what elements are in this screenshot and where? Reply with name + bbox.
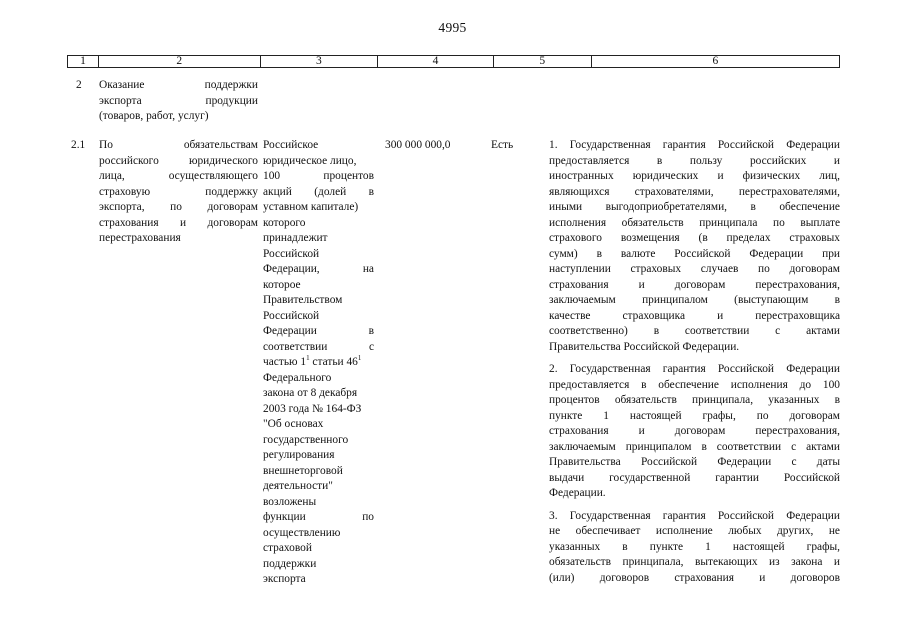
text-line: принадлежит [263, 232, 328, 244]
text-line: уставном капитале) [263, 201, 359, 213]
text-line: являющихся страхователями, перестрахователями, [549, 185, 840, 198]
column-header-4: 4 [377, 56, 493, 67]
text-line: обязательств принципала, вытекающих из закона и [549, 556, 840, 568]
text-line: предоставляется в обеспечение исполнения до 100 [549, 378, 840, 391]
text-line: Оказание поддержки [99, 79, 258, 91]
text-line: иными выгодоприобретателями, в обеспечение [549, 201, 840, 213]
text-line: По обязательствам [99, 139, 258, 151]
text-line: лица, осуществляющего [99, 170, 258, 182]
text-line: Федерации. [549, 487, 606, 499]
row-2-name [99, 78, 258, 125]
row-2-1-availability: Есть [491, 139, 514, 151]
text-line: (или) договоров страхования и договоров [549, 571, 840, 584]
text-line: заключаемым принципалом (выступающим в [549, 294, 840, 306]
text-line: заключаемым принципалом в соответствии с актами [549, 440, 840, 453]
row-2-1-obligation [99, 138, 258, 247]
text-line: Правительством [263, 294, 343, 306]
text-line: страхования и договорам [99, 216, 258, 229]
text-line: Федерации в [263, 325, 374, 337]
row-2-1-principal [263, 138, 374, 588]
text-line: качестве страховщика и перестраховщика [549, 309, 840, 322]
column-header-1: 1 [80, 55, 86, 67]
text-line: наступлении страховых случаев по договорам [549, 263, 840, 275]
text-line: сумм) в валюте Российской Федерации при [549, 247, 840, 260]
row-2-1-conditions [549, 138, 840, 586]
text-fragment: частью 1 [263, 356, 307, 368]
text-line: 2. Государственная гарантия Российской Федерации [549, 363, 840, 375]
text-line: Российской [263, 309, 320, 322]
row-2-number: 2 [76, 79, 82, 91]
text-line: Правительства Российской Федерации с даты [549, 456, 840, 468]
row-2-1-number: 2.1 [71, 139, 86, 151]
text-line: "Об основах [263, 418, 324, 430]
condition-paragraph-3 [549, 509, 840, 587]
column-header-3: 3 [260, 56, 378, 67]
text-line: 2003 года № 164-ФЗ [263, 402, 362, 415]
page-number: 4995 [438, 20, 467, 35]
text-line: предоставляется в пользу российских и [549, 154, 840, 167]
text-line [263, 355, 374, 371]
text-line: (товаров, работ, услуг) [99, 110, 209, 122]
row-2-1-amount: 300 000 000,0 [385, 139, 451, 151]
superscript: 1 [306, 354, 310, 363]
text-line: осуществлению [263, 526, 341, 539]
text-line: 3. Государственная гарантия Российской Федерации [549, 509, 840, 522]
text-line: процентов обязательств принципала, указанных в [549, 394, 840, 406]
column-header-5: 5 [493, 56, 591, 67]
text-line: экспорта, по договорам [99, 201, 258, 213]
text-line: страховую поддержку [99, 185, 258, 198]
text-line: юридическое лицо, [263, 154, 357, 167]
column-header-6: 6 [591, 56, 839, 67]
condition-paragraph-2 [549, 362, 840, 502]
text-line: регулирования [263, 449, 335, 461]
text-line: закона от 8 декабря [263, 387, 358, 399]
text-line: внешнеторговой [263, 464, 343, 477]
text-line: Правительства Российской Федерации. [549, 340, 740, 353]
text-line: соответствии с [263, 340, 374, 353]
text-line: акций (долей в [263, 185, 374, 198]
text-line: функции по [263, 511, 374, 523]
text-line: деятельности" [263, 480, 333, 492]
text-line: 1. Государственная гарантия Российской Федерации [549, 139, 840, 151]
text-line: страхового возмещения (в пределах страховых [549, 232, 840, 244]
text-line: не обеспечивает исполнение любых других, не [549, 525, 840, 537]
text-line: исполнения обязательств принципала по выплате [549, 216, 840, 229]
text-line: выдачи государственной гарантии Российской [549, 471, 840, 484]
text-line: пункте 1 настоящей графы, по договорам [549, 409, 840, 422]
text-line: Федерации, на [263, 263, 374, 275]
text-line: соответственно) в соответствии с актами [549, 325, 840, 337]
column-number-row [67, 55, 840, 68]
text-line: экспорта [263, 573, 306, 585]
superscript: 1 [357, 354, 362, 363]
text-fragment: статьи 46 [309, 356, 358, 368]
text-line: российского юридического [99, 154, 258, 167]
text-line: страховой [263, 542, 312, 554]
text-line: которого [263, 216, 306, 229]
text-line: поддержки [263, 557, 317, 570]
text-line: экспорта продукции [99, 94, 258, 107]
text-line: которое [263, 278, 301, 291]
text-line: иностранных юридических и физических лиц, [549, 170, 840, 182]
text-line: страхования и договорам перестрахования, [549, 278, 840, 291]
condition-paragraph-1 [549, 138, 840, 355]
text-line: Федерального [263, 371, 332, 384]
text-line: перестрахования [99, 232, 181, 244]
text-line: государственного [263, 433, 349, 446]
text-line: 100 процентов [263, 170, 374, 182]
text-line: указанных в пункте 1 настоящей графы, [549, 540, 840, 553]
text-line: Российской [263, 247, 320, 260]
column-header-2: 2 [98, 56, 260, 67]
text-line: возложены [263, 495, 317, 508]
text-line: страхования и договорам перестрахования, [549, 425, 840, 437]
text-line: Российское [263, 139, 319, 151]
